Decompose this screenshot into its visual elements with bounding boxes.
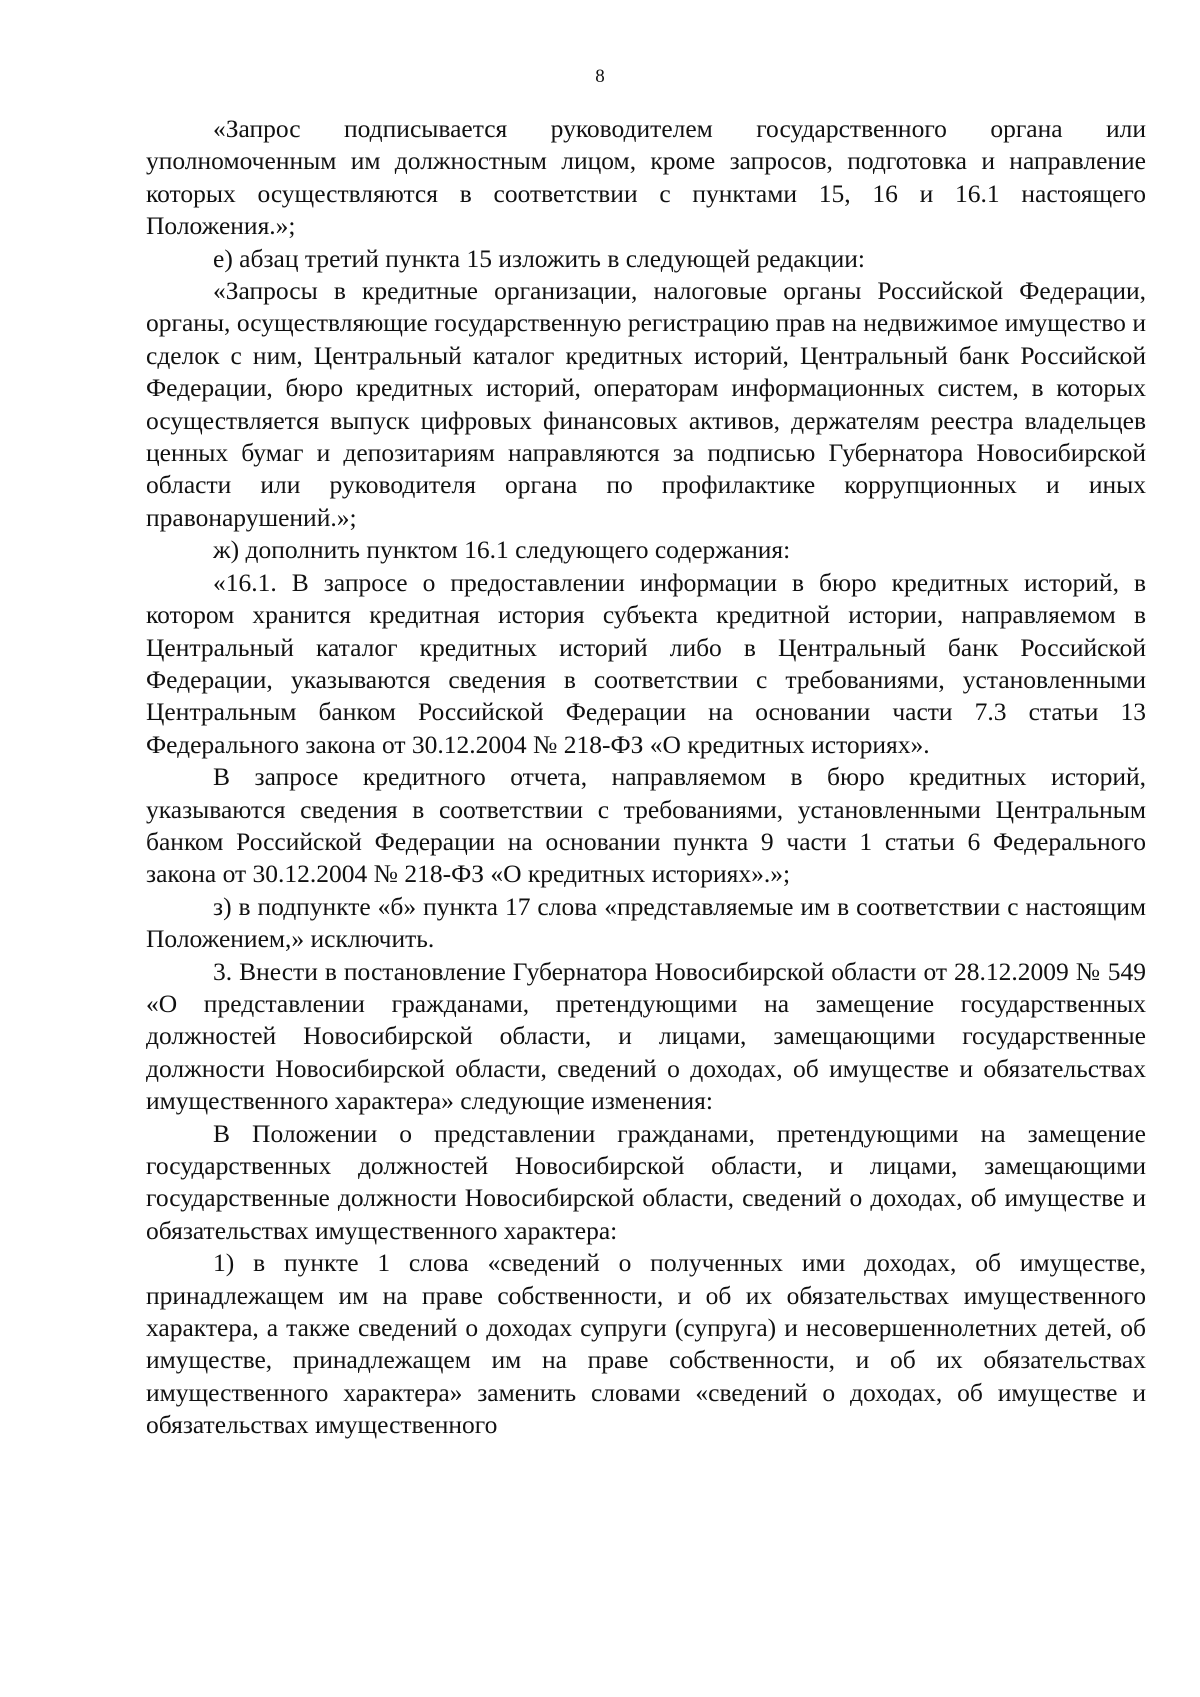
paragraph-item-zh: ж) дополнить пунктом 16.1 следующего содержания: [213, 535, 791, 565]
paragraph-point-16-1: «16.1. В запросе о предоставлении информации в бюро кредитных историй, в котором хранится кредитная история субъекта кредитной истории, направляемом в Центральный каталог кредитных историй либо в Центральный банк Российской Федерации, указываются сведения в соответствии с требованиями, установленными Центральным банком Российской Федерации на основании части 7.3 статьи 13 Федерального закона от 30.12.2004 № 218-ФЗ «О кредитных историях». [146, 567, 1146, 759]
paragraph-regulation-intro: В Положении о представлении гражданами, претендующими на замещение государственных должностей Новосибирской области, и лицами, замещающими государственные должности Новосибирской области, сведений о доходах, об имуществе и обязательствах имущественного характера: [146, 1118, 1146, 1245]
paragraph-item-z: з) в подпункте «б» пункта 17 слова «представляемые им в соответствии с настоящим Положением,» исключить. [146, 891, 1146, 954]
paragraph-credit-report-request: В запросе кредитного отчета, направляемом в бюро кредитных историй, указываются сведения в соответствии с требованиями, установленными Центральным банком Российской Федерации на основании пункта 9 части 1 статьи 6 Федерального закона от 30.12.2004 № 218-ФЗ «О кредитных историях».»; [146, 762, 1146, 889]
paragraph-item-e: е) абзац третий пункта 15 изложить в следующей редакции: [213, 243, 865, 273]
paragraph-subitem-1: 1) в пункте 1 слова «сведений о полученных ими доходах, об имуществе, принадлежащем им на праве собственности, и об их обязательствах имущественного характера, а также сведений о доходах супруги (супруга) и несовершеннолетних детей, об имуществе, принадлежащем им на праве собственности, и об их обязательствах имущественного характера» заменить словами «сведений о доходах, об имуществе и обязательствах имущественного [146, 1248, 1146, 1440]
paragraph-request-signature: «Запрос подписывается руководителем государственного органа или уполномоченным им должностным лицом, кроме запросов, подготовка и направление которых осуществляются в соответствии с пунктами 15, 16 и 16.1 настоящего Положения.»; [146, 114, 1146, 241]
paragraph-requests-recipients: «Запросы в кредитные организации, налоговые органы Российской Федерации, органы, осуществляющие государственную регистрацию прав на недвижимое имущество и сделок с ним, Центральный каталог кредитных историй, Центральный банк Российской Федерации, бюро кредитных историй, операторам информационных систем, в которых осуществляется выпуск цифровых финансовых активов, держателям реестра владельцев ценных бумаг и депозитариям направляются за подписью Губернатора Новосибирской области или руководителя органа по профилактике коррупционных и иных правонарушений.»; [146, 276, 1146, 532]
document-body [146, 113, 1146, 1442]
paragraph-point-3: 3. Внести в постановление Губернатора Новосибирской области от 28.12.2009 № 549 «О представлении гражданами, претендующими на замещение государственных должностей Новосибирской области, и лицами, замещающими государственные должности Новосибирской области, сведений о доходах, об имуществе и обязательствах имущественного характера» следующие изменения: [146, 956, 1146, 1116]
page-number: 8 [595, 66, 605, 87]
